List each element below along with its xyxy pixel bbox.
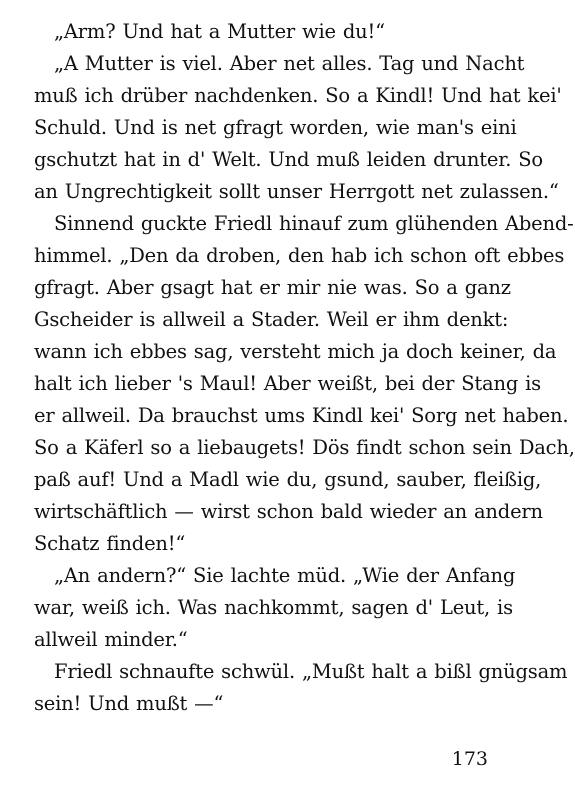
body-text	[34, 16, 575, 720]
text-line: halt ich lieber 's Maul! Aber weißt, bei der Stang is	[34, 372, 541, 395]
text-line: wann ich ebbes sag, versteht mich ja doch keiner, da	[34, 340, 557, 363]
text-line: muß ich drüber nachdenken. So a Kindl! Und hat kei'	[34, 84, 562, 107]
text-line: gschutzt hat in d' Welt. Und muß leiden drunter. So	[34, 148, 543, 171]
text-line: sein! Und mußt —“	[34, 692, 224, 715]
page-number: 173	[451, 748, 488, 770]
text-line: Friedl schnaufte schwül. „Mußt halt a bißl gnügsam	[54, 660, 568, 683]
text-line: „An andern?“ Sie lachte müd. „Wie der Anfang	[54, 564, 516, 587]
text-line: er allweil. Da brauchst ums Kindl kei' Sorg net haben.	[34, 404, 569, 427]
text-line: paß auf! Und a Madl wie du, gsund, sauber, fleißig,	[34, 468, 542, 491]
text-line: „A Mutter is viel. Aber net alles. Tag und Nacht	[54, 52, 525, 75]
text-line: wirtschäftlich — wirst schon bald wieder an andern	[34, 500, 543, 523]
text-line: Schatz finden!“	[34, 532, 186, 555]
text-line: an Ungrechtigkeit sollt unser Herrgott net zulassen.“	[34, 180, 559, 203]
text-line: war, weiß ich. Was nachkommt, sagen d' Leut, is	[34, 596, 513, 619]
text-line: Gscheider is allweil a Stader. Weil er ihm denkt:	[34, 308, 509, 331]
text-line: himmel. „Den da droben, den hab ich schon oft ebbes	[34, 244, 565, 267]
text-line: gfragt. Aber gsagt hat er mir nie was. So a ganz	[34, 276, 511, 299]
text-line: So a Käferl so a liebaugets! Dös findt schon sein Dach,	[34, 436, 575, 459]
text-line: allweil minder.“	[34, 628, 188, 651]
text-line: Schuld. Und is net gfragt worden, wie man's eini	[34, 116, 517, 139]
text-line: „Arm? Und hat a Mutter wie du!“	[54, 20, 385, 43]
text-line: Sinnend guckte Friedl hinauf zum glühenden Abend-	[54, 212, 574, 235]
